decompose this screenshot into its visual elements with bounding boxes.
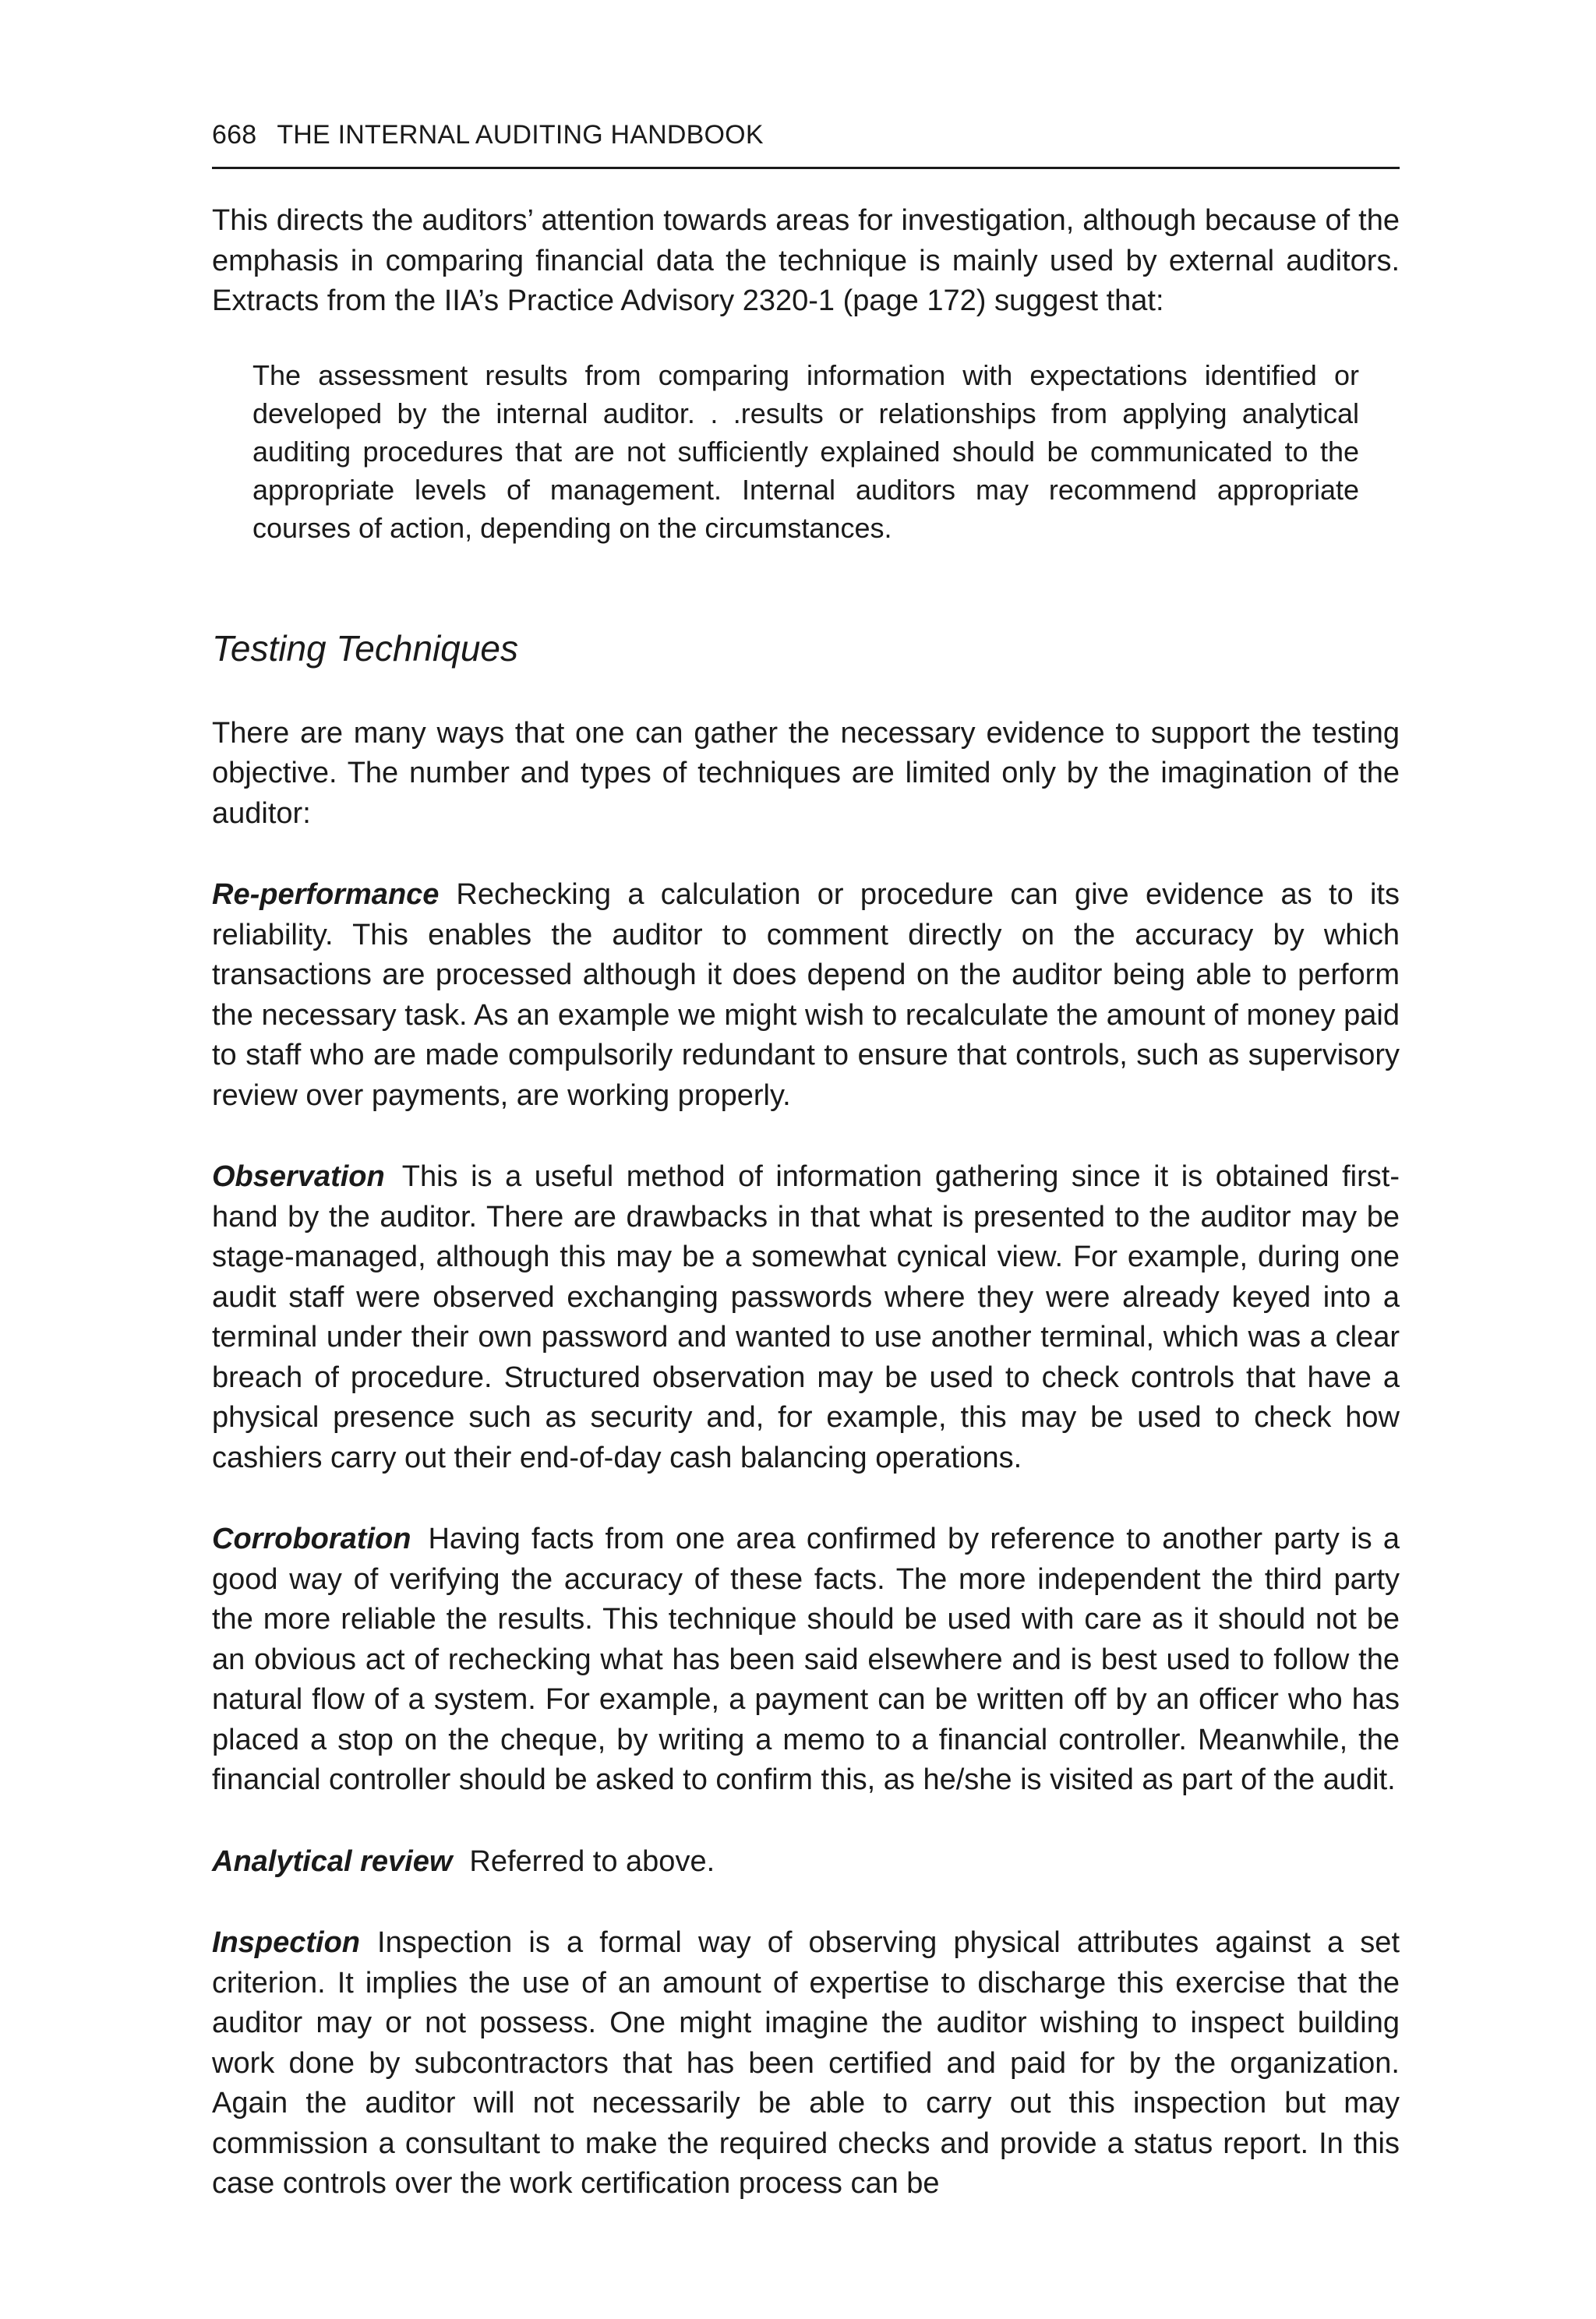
technique-term: Inspection	[212, 1926, 361, 1959]
quote-text: The assessment results from comparing information with expectations identified or developed by the internal auditor. . .results or relationships from applying analytical auditing procedures that are not sufficiently explained should be communicated to the appropriate levels of management. Internal auditors may recommend appropriate courses of action, depending on the circumstances.	[252, 358, 1359, 544]
header-rule	[212, 167, 1400, 169]
technique-corroboration	[212, 1520, 1400, 1801]
technique-text: Inspection is a formal way of observing physical attributes against a set criterion. It implies the use of an amount of expertise to discharge this exercise that the auditor may or not possess. One might imagine the auditor wishing to inspect building work done by subcontractors that has been certified and paid for by the organization. Again the auditor will not necessarily be able to carry out this inspection but may commission a consultant to make the required checks and provide a status report. In this case controls over the work certification process can be	[212, 1926, 1400, 2200]
opening-paragraph: This directs the auditors’ attention towards areas for investigation, although because of the emphasis in comparing financial data the technique is mainly used by external auditors. Extracts from the IIA’s Practice Advisory 2320-1 (page 172) suggest that:	[212, 204, 1400, 317]
technique-observation	[212, 1157, 1400, 1478]
technique-term: Corroboration	[212, 1523, 411, 1555]
technique-term: Re-performance	[212, 878, 440, 911]
technique-text: This is a useful method of information gathering since it is obtained first-hand by the auditor. There are drawbacks in that what is presented to the auditor may be stage-managed, although this may be a somewhat cynical view. For example, during one audit staff were observed exchanging passwords where they were already keyed into a terminal under their own password and wanted to use another terminal, which was a clear breach of procedure. Structured observation may be used to check controls that have a physical presence such as security and, for example, this may be used to check how cashiers carry out their end-of-day cash balancing operations.	[212, 1160, 1400, 1474]
technique-text: Having facts from one area confirmed by reference to another party is a good way of verifying the accuracy of these facts. The more independent the third party the more reliable the results. This technique should be used with care as it should not be an obvious act of rechecking what has been said elsewhere and is best used to follow the natural flow of a system. For example, a payment can be written off by an officer who has placed a stop on the cheque, by writing a memo to a financial controller. Meanwhile, the financial controller should be asked to confirm this, as he/she is visited as part of the audit.	[212, 1523, 1400, 1796]
section-heading: Testing Techniques	[212, 627, 518, 669]
technique-text: Rechecking a calculation or procedure can give evidence as to its reliability. This enables the auditor to comment directly on the accuracy by which transactions are processed although it does depend on the auditor being able to perform the necessary task. As an example we might wish to recalculate the amount of money paid to staff who are made compulsorily redundant to ensure that controls, such as supervisory review over payments, are working properly.	[212, 878, 1400, 1112]
technique-term: Observation	[212, 1160, 385, 1193]
technique-inspection	[212, 1923, 1400, 2204]
technique-re-performance	[212, 875, 1400, 1116]
technique-text: Referred to above.	[469, 1844, 715, 1878]
book-title: THE INTERNAL AUDITING HANDBOOK	[277, 120, 764, 150]
page-number: 668	[212, 120, 257, 150]
technique-analytical-review	[212, 1842, 1400, 1883]
technique-term: Analytical review	[212, 1844, 453, 1878]
section-intro: There are many ways that one can gather the necessary evidence to support the testing objective. The number and types of techniques are limited only by the imagination of the auditor:	[212, 716, 1400, 830]
block-quote	[252, 356, 1359, 547]
page-body	[212, 201, 1400, 2204]
running-header	[212, 120, 1400, 150]
